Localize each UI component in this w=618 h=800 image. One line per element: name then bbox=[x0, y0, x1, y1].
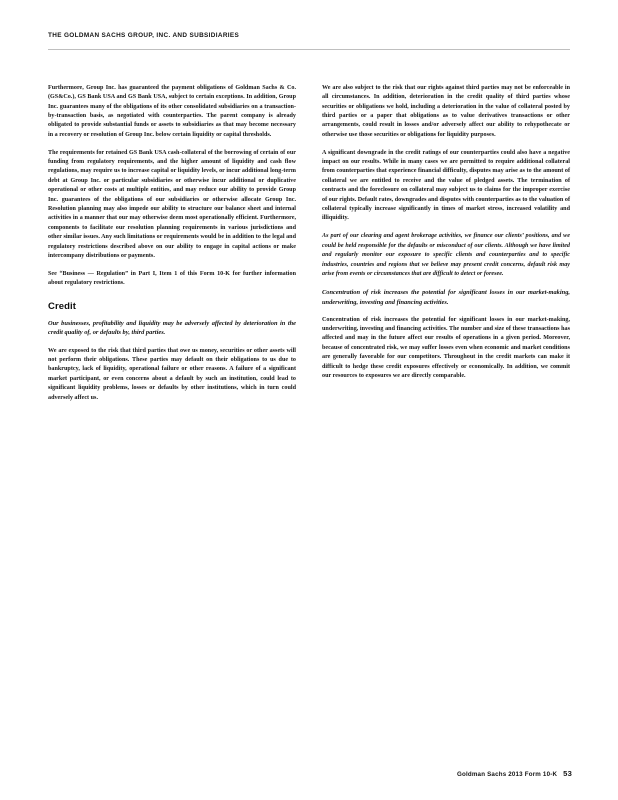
paragraph: As part of our clearing and agent brokerage activities, we finance our clients’ positions, and we could be held responsible for the defaults or misconduct of our clients. Although we have limited and regularly monitor our exposure to specific clients and counterparties and to specific industries, countries and regions that we believe may present credit concerns, default risk may arise from events or circumstances that are difficult to detect or foresee. bbox=[322, 233, 570, 277]
running-head: THE GOLDMAN SACHS GROUP, INC. AND SUBSIDIARIES bbox=[48, 32, 240, 39]
footer-label: Goldman Sachs 2013 Form 10-K bbox=[456, 771, 558, 778]
paragraph: A significant downgrade in the credit ratings of our counterparties could also have a negative impact on our results. While in many cases we are permitted to require additional collateral from counterparties that experience financial difficulty, disputes may arise as to the amount of collateral we are entitled to receive and the value of pledged assets. The termination of contracts and the foreclosure on collateral may subject us to claims for the improper exercise of our rights. Default rates, downgrades and disputes with counterparties as to the valuation of collateral typically increase significantly in times of market stress, increased volatility and illiquidity. bbox=[322, 149, 570, 222]
paragraph: We are also subject to the risk that our rights against third parties may not be enforceable in all circumstances. In addition, deterioration in the credit quality of third parties whose securities or obligations we hold, including a deterioration in the value of collateral posted by third parties or a paper that obligations as to value derivatives transactions or other arrangements, could result in losses and/or adversely affect our ability to rehypothecate or otherwise use those securities or obligations for liquidity purposes. bbox=[322, 84, 570, 138]
paragraph: Furthermore, Group Inc. has guaranteed the payment obligations of Goldman Sachs & Co. (GS&Co.), GS Bank USA and GS Bank USA, subject to certain exceptions. In addition, Group Inc. guarantees many of the obligations of its other consolidated subsidiaries on a transaction-by-transaction basis, as negotiated with counterparties. The parent company is already obligated to provide substantial funds or assets to subsidiaries as that may become necessary in a recovery or resolution of Group Inc. below certain liquidity or capital thresholds. bbox=[48, 84, 296, 138]
risk-factor-heading: Concentration of risk increases the potential for significant losses in our market-making, underwriting, investing and financing activities. bbox=[322, 288, 570, 306]
section-heading-credit: Credit bbox=[48, 300, 77, 312]
page-footer bbox=[457, 769, 572, 778]
paragraph: We are exposed to the risk that third parties that owe us money, securities or other assets will not perform their obligations. These parties may default on their obligations to us due to bankruptcy, lack of liquidity, operational failure or other reasons. A failure of a significant market participant, or even concerns about a default by such an institution, could lead to significant liquidity problems, losses or defaults by other institutions, which in turn could adversely affect us. bbox=[48, 347, 296, 401]
header-divider bbox=[48, 49, 570, 50]
page-number: 53 bbox=[563, 769, 572, 778]
paragraph: Concentration of risk increases the potential for significant losses in our market-making, underwriting, investing and financing activities. The number and size of these transactions has affected and may in the future affect our results of operations in a given period. Moreover, because of concentrated risk, we may suffer losses even when economic and market conditions are generally favorable for our competitors. Throughout in the credit markets can make it difficult to hedge these credit exposures effectively or economically. In addition, we commit our resources to exposures we are directly comparable. bbox=[322, 316, 570, 380]
left-column bbox=[48, 84, 296, 744]
cross-reference-paragraph: See “Business — Regulation” in Part I, Item 1 of this Form 10-K for further information about regulatory restrictions. bbox=[48, 271, 296, 287]
paragraph: The requirements for retained GS Bank USA cash-collateral of the borrowing of certain of our funding from regulatory requirements, and the higher amount of liquidity and cash flow regulations, may require us to increase capital or liquidity levels, or incur additional long-term debt at Group Inc. or particular subsidiaries or otherwise incur additional or duplicative operational or other costs at multiple entities, and may reduce our ability to provide Group Inc. guarantees of the obligations of our subsidiaries or otherwise allocate Group Inc. Resolution planning may also impede our ability to structure our balance sheet and internal activities in a manner that our may otherwise deem most operationally efficient. Furthermore, components to facilitate our resolution planning requirements in various jurisdictions and other similar issues. Any such limitations or requirements would be in addition to the legal and regulatory restrictions described above on our ability to engage in capital actions or make intercompany distributions or payments. bbox=[48, 149, 296, 260]
two-column-body bbox=[44, 84, 574, 744]
right-column bbox=[322, 84, 570, 744]
risk-factor-heading: Our businesses, profitability and liquidity may be adversely affected by deterioration in the credit quality of, or defaults by, third parties. bbox=[48, 319, 296, 337]
